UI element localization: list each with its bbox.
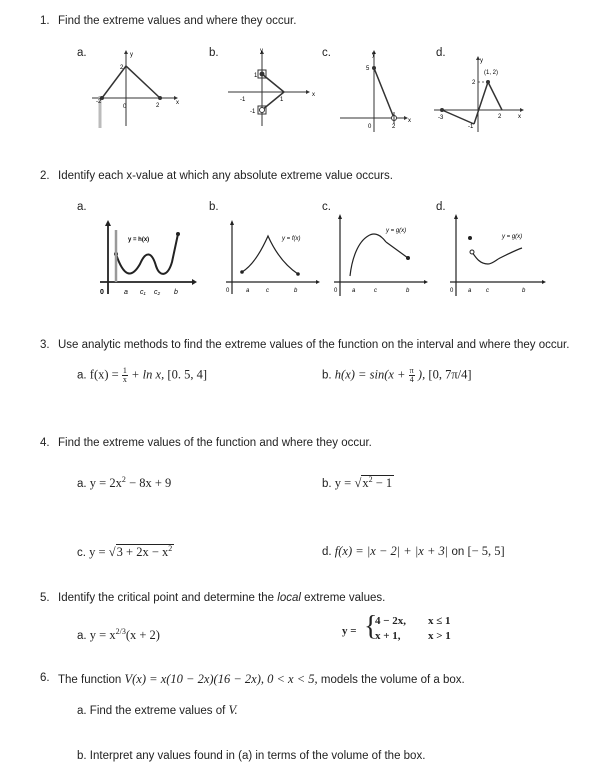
q3-b-frac-den: 4 (409, 375, 414, 384)
q5-part-a-label: a. (77, 629, 87, 642)
q3-a-frac-den: x (122, 375, 127, 384)
q6-text (58, 672, 465, 687)
q1-part-b-label: b. (209, 47, 219, 59)
q3-a-rest: + ln x, (131, 367, 165, 382)
q1b-xneg: -1 (240, 97, 246, 103)
q1d-point: (1, 2) (484, 70, 499, 76)
q6-text-pre: The function (58, 674, 122, 686)
q4-c-exp: 2 (168, 544, 173, 553)
q4-part-d-label: d. (322, 546, 332, 558)
q3-part-a-label: a. (77, 369, 87, 382)
q6-a-text: Find the extreme values of (89, 705, 226, 717)
q4-b-exp: 2 (368, 475, 373, 484)
q6-a-var: V. (228, 703, 238, 717)
q1d-xpos: 2 (498, 114, 502, 120)
q2-graph-c (330, 212, 430, 298)
q2-graph-b (222, 218, 322, 298)
q2b-tick-c: c (266, 288, 269, 294)
q4-part-d (322, 544, 505, 559)
q2b-tick-b: b (294, 288, 298, 294)
q4-d-fx: f(x) = |x − 2| + |x + 3| (334, 544, 449, 558)
q3-a-fx: f(x) = (89, 367, 119, 382)
q5-b-piece1: 4 − 2x, (375, 615, 407, 627)
q6-part-a (77, 703, 238, 718)
q1-graph-d (434, 54, 524, 134)
q5-text-post: extreme values. (304, 592, 386, 604)
q1a-origin: 0 (123, 104, 127, 110)
q4-a-post: − 8x + 9 (129, 475, 172, 490)
q2c-func: y = g(x) (386, 228, 407, 234)
q2-part-b-label: b. (209, 201, 219, 213)
q2c-tick-c: c (374, 288, 377, 294)
q1c-xpos: 2 (392, 124, 396, 130)
q1a-ytick: 2 (120, 65, 124, 71)
q1d-yneg: -1 (468, 124, 474, 130)
q6-text-post: models the volume of a box. (320, 674, 465, 686)
q1a-y-label: y (130, 52, 133, 58)
q1d-y-label: y (480, 58, 483, 64)
q6-part-a-label: a. (77, 705, 87, 717)
q5-text-em: local (277, 592, 301, 604)
q2a-tick-c2: c₂ (154, 289, 161, 296)
q4-d-on: on (451, 546, 465, 558)
q4-part-c-label: c. (77, 547, 86, 560)
q5-part-a (77, 627, 160, 643)
q3-b-interval: [0, 7π/4] (428, 367, 472, 382)
q2b-tick-0: 0 (226, 288, 230, 294)
q2a-tick-b: b (174, 289, 178, 296)
q2d-tick-b: b (522, 288, 526, 294)
q1d-xneg: -3 (438, 115, 444, 121)
q3-b-fx: h(x) = sin(x + (334, 367, 406, 382)
q1b-yneg: -1 (250, 109, 256, 115)
q5-text-pre: Identify the critical point and determine the (58, 592, 275, 604)
q6-b-text: Interpret any values found in (a) in terms of the volume of the box. (89, 750, 426, 762)
q2-graph-d (446, 212, 550, 298)
q1a-x-label: x (176, 100, 179, 106)
q2d-func: y = g(x) (502, 234, 523, 240)
q1-part-c-label: c. (322, 47, 331, 59)
q2-part-c-label: c. (322, 201, 331, 213)
q5-a-pre: y = x (89, 627, 116, 642)
q1-part-a-label: a. (77, 47, 87, 59)
q3-b-rest: ), (417, 367, 426, 382)
q2d-tick-c: c (486, 288, 489, 294)
q4-part-a (77, 475, 171, 491)
q4-a-exp: 2 (121, 475, 126, 484)
q4-a-pre: y = 2x (89, 475, 122, 490)
q1c-y-label: y (372, 52, 375, 58)
q2a-tick-0: 0 (100, 289, 104, 296)
q3-part-b (322, 367, 472, 384)
q1a-xneg: -2 (96, 99, 102, 105)
q3-b-frac-num: π (409, 366, 414, 375)
q6-number: 6. (40, 672, 50, 684)
q5-number: 5. (40, 592, 50, 604)
q6-part-b (77, 750, 425, 762)
q1b-y-label: y (260, 48, 263, 54)
q4-part-b-label: b. (322, 478, 332, 491)
q3-a-interval: [0. 5, 4] (167, 367, 207, 382)
q4-part-b: b. $y = √x^2 - 1$ (322, 475, 393, 491)
q1b-x-label: x (312, 92, 315, 98)
q1-graph-a (92, 48, 182, 128)
q4-d-interval: [− 5, 5] (467, 544, 505, 558)
q4-text: Find the extreme values of the function and where they occur. (58, 437, 372, 449)
q2b-func: y = f(x) (282, 236, 301, 242)
q1c-origin: 0 (368, 124, 372, 130)
q4-part-c: c. $y = √3 + 2x - x^2$ (77, 544, 173, 560)
q1d-x-label: x (518, 114, 521, 120)
q5-b-y: y = (342, 625, 357, 637)
q2b-tick-a: a (246, 288, 250, 294)
q3-number: 3. (40, 339, 50, 351)
q4-c-rad: 3 + 2x − x (116, 545, 169, 560)
q2a-tick-c1: c₁ (140, 289, 146, 296)
q1b-xpos: 1 (280, 97, 284, 103)
q5-b-brace: { (364, 611, 378, 642)
q5-b-cond2: x > 1 (428, 630, 451, 642)
q4-b-rad: x (362, 476, 369, 491)
q1c-ytick: 5 (366, 66, 370, 72)
q5-b-piece2: x + 1, (375, 630, 401, 642)
q1d-ytick: 2 (472, 80, 476, 86)
q2-part-d-label: d. (436, 201, 446, 213)
q2-part-a-label: a. (77, 201, 87, 213)
q2c-tick-a: a (352, 288, 356, 294)
q2a-func: y = h(x) (128, 237, 150, 243)
q4-part-a-label: a. (77, 477, 87, 490)
q2c-tick-b: b (406, 288, 410, 294)
q1-text: Find the extreme values and where they occur. (58, 15, 297, 27)
q4-b-pre: y = (334, 476, 352, 491)
q5-text (58, 592, 385, 604)
q5-a-exp: 2/3 (115, 627, 126, 636)
q6-part-b-label: b. (77, 750, 87, 762)
q2a-tick-a: a (124, 289, 128, 296)
q2c-tick-0: 0 (334, 288, 338, 294)
q1a-xpos: 2 (156, 103, 160, 109)
q1-graph-c (340, 48, 430, 133)
q2-graph-a (96, 218, 200, 298)
q1-number: 1. (40, 15, 50, 27)
q2d-tick-0: 0 (450, 288, 454, 294)
q2-text: Identify each x-value at which any absolute extreme value occurs. (58, 170, 393, 182)
q1c-x-label: x (408, 118, 411, 124)
q4-number: 4. (40, 437, 50, 449)
q5-a-post: (x + 2) (125, 627, 160, 642)
q4-b-post: − 1 (375, 476, 393, 491)
q3-part-a (77, 367, 207, 384)
q2-number: 2. (40, 170, 50, 182)
q3-part-b-label: b. (322, 369, 332, 382)
q3-a-frac-num: 1 (122, 366, 127, 375)
q3-text: Use analytic methods to find the extreme values of the function on the interval and where they occur. (58, 339, 570, 351)
q2d-tick-a: a (468, 288, 472, 294)
q5-b-cond1: x ≤ 1 (428, 615, 451, 627)
q4-c-pre: y = (89, 545, 106, 560)
q1b-ytick: 1 (254, 73, 258, 79)
q1-part-d-label: d. (436, 47, 446, 59)
q1-graph-b (228, 48, 318, 128)
q6-text-math: V(x) = x(10 − 2x)(16 − 2x), 0 < x < 5, (124, 672, 318, 686)
